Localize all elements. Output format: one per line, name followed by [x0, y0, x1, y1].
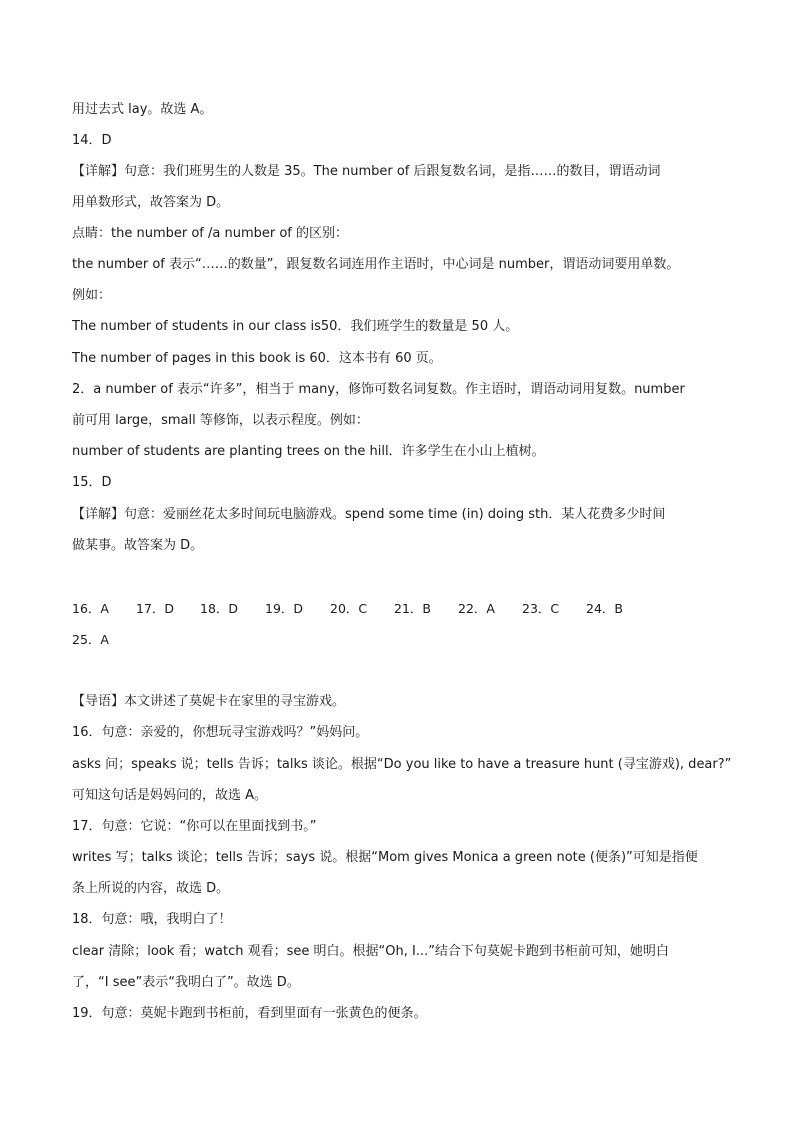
- text-line: 了，“I see”表示“我明白了”。故选 D。: [72, 975, 300, 990]
- answer-key-row: [72, 600, 732, 618]
- text-line: 做某事。故答案为 D。: [72, 538, 204, 553]
- answer-key-item: 19．D: [265, 601, 304, 616]
- answer-key-item: 21．B: [394, 601, 431, 616]
- answer-14: 14．D: [72, 133, 112, 148]
- answer-key-item: 24．B: [586, 601, 623, 616]
- answer-key-item: 16．A: [72, 601, 109, 616]
- text-line: 19．句意：莫妮卡跑到书柜前，看到里面有一张黄色的便条。: [72, 1006, 427, 1021]
- answer-key-item: 17．D: [136, 601, 175, 616]
- text-line: 点睛：the number of /a number of 的区别：: [72, 226, 349, 241]
- text-line: 【详解】句意：我们班男生的人数是 35。The number of 后跟复数名词，是指……的数目，谓语动词: [72, 164, 661, 179]
- answer-key-item: 20．C: [330, 601, 368, 616]
- guide-line: 【导语】本文讲述了莫妮卡在家里的寻宝游戏。: [72, 694, 346, 709]
- answer-key-item: 18．D: [200, 601, 239, 616]
- text-line: The number of students in our class is50．我们班学生的数量是 50 人。: [72, 319, 519, 334]
- text-line: The number of pages in this book is 60．这本书有 60 页。: [72, 351, 442, 366]
- text-line: 16．句意：亲爱的，你想玩寻宝游戏吗？”妈妈问。: [72, 725, 369, 740]
- text-line: 2．a number of 表示“许多”，相当于 many，修饰可数名词复数。作主语时，谓语动词用复数。number: [72, 382, 685, 397]
- text-line: 前可用 large，small 等修饰，以表示程度。例如：: [72, 413, 369, 428]
- text-line: 例如：: [72, 288, 112, 303]
- text-line: clear 清除；look 看；watch 观看；see 明白。根据“Oh, I...”结合下句莫妮卡跑到书柜前可知，她明白: [72, 944, 669, 959]
- text-line: asks 问；speaks 说；tells 告诉；talks 谈论。根据“Do you like to have a treasure hunt (寻宝游戏), dear?”: [72, 757, 732, 772]
- text-line: 【详解】句意：爱丽丝花太多时间玩电脑游戏。spend some time (in) doing sth．某人花费多少时间: [72, 507, 666, 522]
- text-line: number of students are planting trees on the hill．许多学生在小山上植树。: [72, 444, 545, 459]
- text-line: 用单数形式，故答案为 D。: [72, 195, 230, 210]
- text-line: 18．句意：哦，我明白了！: [72, 912, 232, 927]
- text-line: 条上所说的内容，故选 D。: [72, 881, 230, 896]
- answer-key-item: 23．C: [522, 601, 560, 616]
- answer-key-item: 22．A: [458, 601, 495, 616]
- text-line: the number of 表示“……的数量”，跟复数名词连用作主语时，中心词是 number，谓语动词要用单数。: [72, 257, 680, 272]
- text-line: 用过去式 lay。故选 A。: [72, 102, 213, 117]
- answer-15: 15．D: [72, 475, 112, 490]
- answer-key-item: 25．A: [72, 632, 109, 647]
- text-line: writes 写；talks 谈论；tells 告诉；says 说。根据“Mom gives Monica a green note (便条)”可知是指便: [72, 850, 698, 865]
- text-line: 可知这句话是妈妈问的，故选 A。: [72, 788, 268, 803]
- text-line: 17．句意：它说：“你可以在里面找到书。”: [72, 819, 317, 834]
